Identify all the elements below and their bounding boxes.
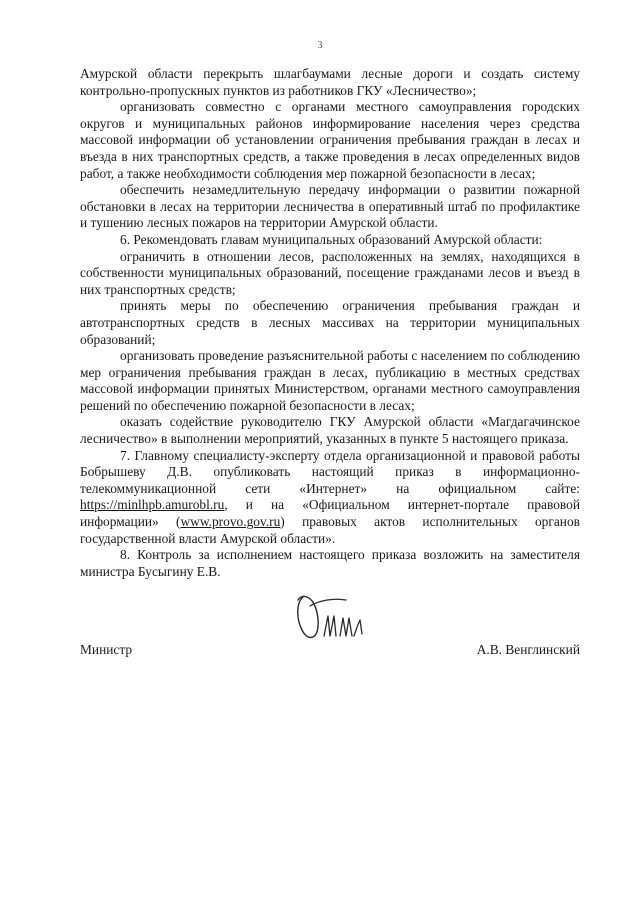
signatory-position: Министр bbox=[80, 642, 133, 657]
paragraph-assist-forestry: оказать содействие руководителю ГКУ Амурской области «Магдагачинское лесничество» в выполнении мероприятий, указанных в пункте 5 настоящего приказа. bbox=[80, 414, 580, 447]
paragraph-explanatory-work: организовать проведение разъяснительной работы с населением по соблюдению мер ограничения пребывания граждан в лесах, публикацию в местных средствах массовой информации принятых Министерством, органами местного самоуправления решений по обеспечению пожарной безопасности в лесах; bbox=[80, 348, 580, 413]
signature-block bbox=[80, 642, 580, 662]
paragraph-item-7 bbox=[80, 448, 580, 548]
document-body bbox=[80, 66, 580, 580]
paragraph-take-measures: принять меры по обеспечению ограничения пребывания граждан и автотранспортных средств в лесных массивах на территории муниципальных образований; bbox=[80, 298, 580, 347]
paragraph-restrict-access: ограничить в отношении лесов, расположенных на землях, находящихся в собственности муниципальных образований, посещение гражданами лесов и въезд в них транспортных средств; bbox=[80, 248, 580, 297]
page-number: 3 bbox=[317, 40, 323, 51]
paragraph-item-7-text-mid: , и на «Официальном интернет-портале правовой информации» ( bbox=[80, 497, 580, 530]
legal-portal-link[interactable]: www.provo.gov.ru bbox=[180, 514, 281, 530]
paragraph-item-7-text: 7. Главному специалисту-эксперту отдела организационной и правовой работы Бобрышеву Д.В. опубликовать настоящий приказ в информационно-телекоммуникационной сети «Интернет» на официальном сайте: bbox=[80, 447, 580, 496]
ministry-site-link[interactable]: https://minlhpb.amurobl.ru bbox=[80, 497, 225, 513]
paragraph-item-7-text-end: ) правовых актов исполнительных органов государственной власти Амурской области». bbox=[80, 514, 580, 546]
signatory-name: А.В. Венглинский bbox=[476, 642, 580, 657]
paragraph-fire-info: обеспечить незамедлительную передачу информации о развитии пожарной обстановки в лесах на территории лесничества в оперативный штаб по профилактике и тушению лесных пожаров на территории Амурской области. bbox=[80, 182, 580, 231]
paragraph-inform-population: организовать совместно с органами местного самоуправления городских округов и муниципальных районов информирование населения через средства массовой информации об установлении ограничения пребывания граждан в лесах и въезда в них транспортных средств, а также проведения в лесах определенных видов работ, а также необходимости соблюдения мер пожарной безопасности в лесах; bbox=[80, 99, 580, 181]
paragraph-item-6: 6. Рекомендовать главам муниципальных образований Амурской области: bbox=[120, 231, 543, 247]
paragraph-continuation: Амурской области перекрыть шлагбаумами лесные дороги и создать систему контрольно-пропускных пунктов из работников ГКУ «Лесничество»; bbox=[80, 66, 580, 98]
paragraph-item-8: 8. Контроль за исполнением настоящего приказа возложить на заместителя министра Бусыгину Е.В. bbox=[80, 547, 580, 579]
